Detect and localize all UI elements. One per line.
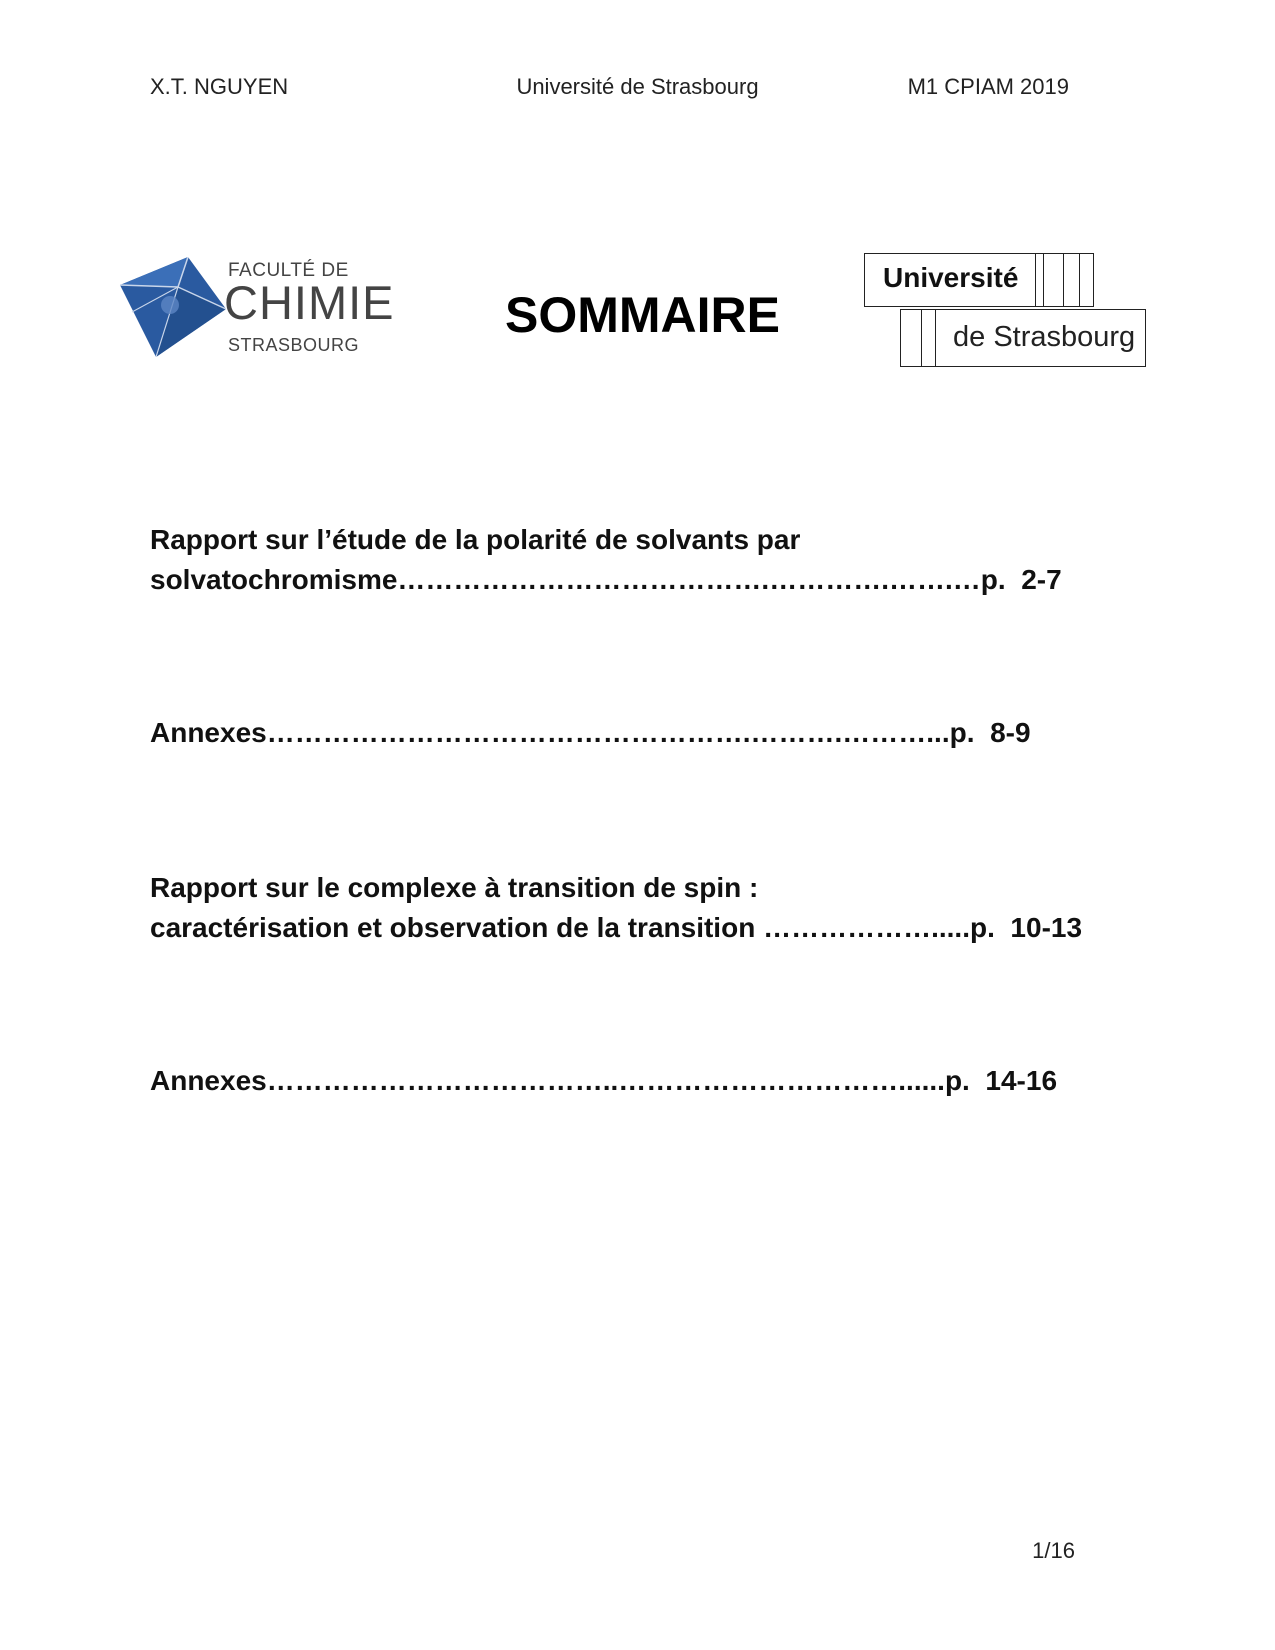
header-author: X.T. NGUYEN [150,74,289,99]
toc-entry-transition-spin [150,868,1082,948]
page-number: 1/16 [1032,1538,1075,1563]
header-course: M1 CPIAM 2019 [907,74,1069,99]
logo-unistra-line1: Université [883,262,1019,293]
page-title: SOMMAIRE [505,287,780,343]
logo-chimie-line3: STRASBOURG [228,335,360,355]
logo-unistra-line2: de Strasbourg [953,321,1136,353]
toc-entry-line: caractérisation et observation de la transition ……………….....p. [150,912,995,943]
toc-entry-pages: 10-13 [1010,912,1083,943]
toc-entry-line: solvatochromisme………………………………….………….…….…p. [150,564,1006,595]
toc-entry-line: Rapport sur le complexe à transition de spin : [150,872,759,903]
logo-box-top [864,253,1094,307]
header-institution: Université de Strasbourg [516,74,759,99]
toc-entry-line: Rapport sur l’étude de la polarité de solvants par [150,524,801,555]
logo-chimie-line1: FACULTÉ DE [228,260,349,281]
universite-strasbourg-logo [864,253,1146,367]
toc-entry-pages: 14-16 [985,1065,1058,1096]
toc-entry-line: Annexes………………………………..…………………………......p. [150,1065,970,1096]
toc-entry-pages: 2-7 [1021,564,1062,595]
logo-chimie-line2: CHIMIE [224,276,395,329]
toc-entry-annexes-2 [150,1061,1057,1101]
toc-entry-pages: 8-9 [990,717,1031,748]
logo-box-bottom [900,309,1146,367]
toc-entry-solvatochromisme [150,520,1062,600]
toc-entry-annexes-1 [150,713,1031,753]
toc-entry-line: Annexes…………………………………………….……….………...p. [150,717,975,748]
